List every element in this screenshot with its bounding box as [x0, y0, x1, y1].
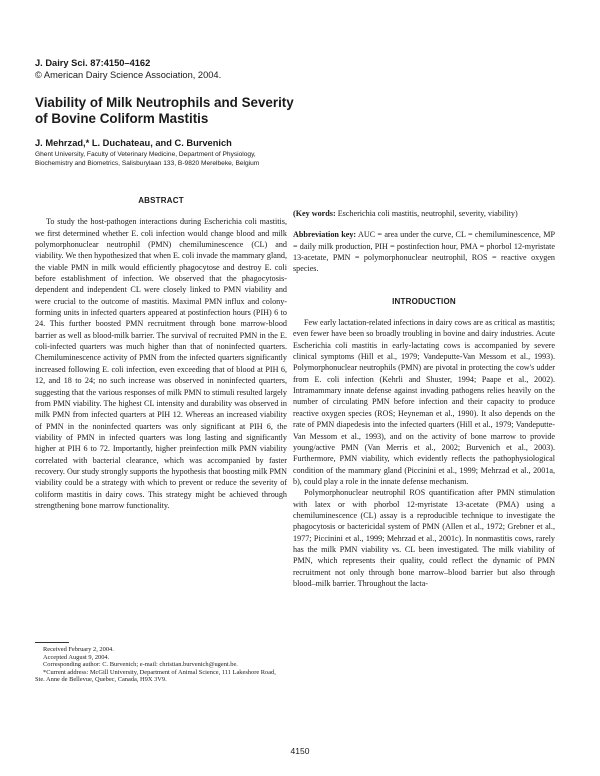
footnote-accepted: Accepted August 9, 2004. — [43, 653, 110, 661]
footnote-received: Received February 2, 2004. — [43, 646, 114, 653]
abstract-text: To study the host-pathogen interactions during Escherichia coli mastitis, we first determined whether E. coli infection would change blood and milk polymorphonuclear neutrophil (PMN) chemiluminescence (CL) and viability. We then hypothesized that when E. coli invade the mammary gland, the viable PMN in milk would efficiently phagocytose and destroy E. coli before establishment of infection. We observed that the phagocytosis-dependent and independent CL were closely linked to PMN viability and were crucial to the outcome of mastitis. Maximal PMN influx and colony-forming units in infected quarters appeared at postinfection hours (PIH) 6 to 24. This further boosted PMN recruitment through bone marrow-blood barrier as well as blood-milk barrier. The survival of recruited PMN in the E. coli-infected quarters was much higher than that of noninfected quarters. Chemiluminescence activity of PMN from the infected quarters significantly increased following E. coli infection, even exceeding that of blood at PIH 6, 12, and 18 to 24; no such increase was observed in noninfected quarters, suggesting that the various responses of milk PMN to stimuli resulted largely from PMN viability. The highest CL intensity and durability was observed in milk PMN from infected quarters at PIH 12. Whereas an increased viability of PMN in the noninfected quarters was only significant at PIH 6, the viability of PMN in infected quarters was long lasting and significantly higher at PIH 6 to 72. Importantly, higher preinfection milk PMN viability correlated with bacterial clearance, which was accompanied by faster recovery. Our study strongly supports the hypothesis that boosting milk PMN viability could be a strategy with which to prevent or reduce the severity of coliform mastitis in dairy cows. This strategy might be achieved through strengthening bone marrow functionality. — [35, 217, 288, 510]
article-title-line-1: Viability of Milk Neutrophils and Severity — [35, 95, 294, 110]
footnote-divider — [35, 642, 69, 643]
affiliation-line-1: Ghent University, Faculty of Veterinary Medicine, Department of Physiology, — [35, 151, 256, 158]
abbreviation-key-text: AUC = area under the curve, CL = chemiluminescence, MP = daily milk production, PIH = postinfection hour, PMA = phorbol 12-myristate 13-acetate, PMN = polymorphonuclear neutrophil, ROS = reactive oxygen species. — [293, 230, 555, 274]
left-column — [35, 195, 287, 511]
abbreviation-key-label: Abbreviation key: — [293, 230, 357, 240]
affiliation-line-2: Biochemistry and Biometrics, Salisburylaan 133, B-9820 Merelbeke, Belgium — [35, 159, 260, 167]
page-number: 4150 — [290, 746, 310, 756]
abbreviation-key — [293, 229, 555, 274]
footnotes — [35, 646, 285, 684]
author-affiliation — [35, 151, 475, 168]
article-title-line-2: of Bovine Coliform Mastitis — [35, 110, 209, 126]
introduction-heading: INTRODUCTION — [392, 296, 456, 306]
footnote-corresponding-author: Corresponding author: C. Burvenich; e-mail: christian.burvenich@ugent.be. — [43, 661, 238, 669]
article-title — [35, 95, 455, 126]
keywords-label: (Key words: — [293, 209, 336, 218]
copyright-notice: © American Dairy Science Association, 2004. — [35, 69, 222, 80]
abstract-heading: ABSTRACT — [138, 196, 184, 205]
footnote-current-address: *Current address: McGill University, Department of Animal Science, 111 Lakeshore Road, Ste. Anne de Bellevue, Quebec, Canada, H9X 3V9. — [35, 668, 276, 684]
introduction-paragraph-2: Polymorphonuclear neutrophil ROS quantification after PMN stimulation with latex or with phorbol 12-myristate 13-acetate (PMA) using a chemiluminescence (CL) assay is a reproducible technique to investigate the phagocytosis or bactericidal system of PMN (Allen et al., 1972; Grebner et al., 1977; Piccinini et al., 1999; Mehrzad et al., 2001c). In nonmastitis cows, rarely has the milk PMN viability vs. CL been investigated. The milk viability of PMN, which represents their quality, could reflect the dynamic of PMN recruitment not only through bone marrow–blood barrier but also through blood–milk barrier. Throughout the lacta- — [293, 488, 555, 588]
introduction-paragraph-1: Few early lactation-related infections in dairy cows are as critical as mastitis; even fewer have been so broadly troubling in bovine and dairy industries. Acute Escherichia coli mastitis in early-lactating cows is accompanied by severe clinical symptoms (Hill et al., 1979; Vandeputte-Van Messom et al., 1993). Polymorphonuclear neutrophils (PMN) are pivotal in protecting the cow's udder from E. coli infection (Kehrli and Shuster, 1994; Paape et al., 2002). Intramammary innate defense against invading pathogens relies heavily on the number of circulating PMN before infection and their capacity to produce reactive oxygen species (ROS; Heyneman et al., 1990). It also depends on the rate of PMN diapedesis into the infected quarters (Hill et al., 1979; Vandeputte-Van Messom et al., 1993), and on the activity of bone marrow to provide young/active PMN (Van Merris et al., 2002; Burvenich et al., 2003). Furthermore, PMN viability, which evidently reflects the pathophysiological condition of the mammary gland (Piccinini et al., 1999; Mehrzad et al., 2001a, b), could play a role in the innate defense mechanism. — [293, 318, 555, 486]
journal-citation: J. Dairy Sci. 87:4150–4162 — [35, 58, 151, 68]
keywords-text: Escherichia coli mastitis, neutrophil, severity, viability) — [337, 209, 518, 218]
journal-header — [35, 58, 221, 81]
keywords — [293, 208, 555, 219]
author-list: J. Mehrzad,* L. Duchateau, and C. Burvenich — [35, 138, 232, 148]
right-column — [293, 208, 555, 589]
